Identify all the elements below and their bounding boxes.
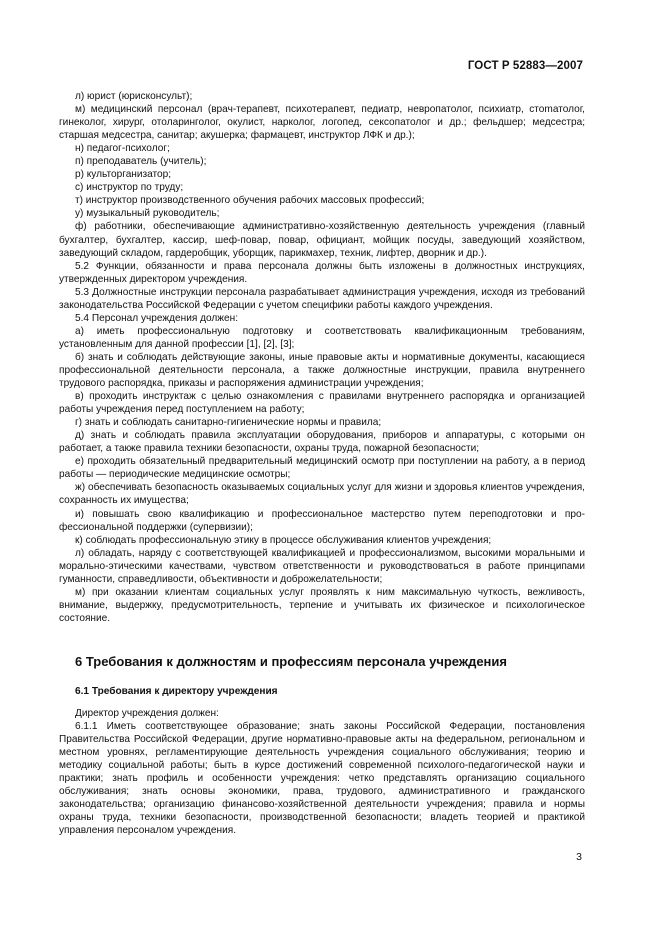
list-item: в) проходить инструктаж с целью ознакомления с правилами внутреннего распорядка и организацией работы учреждения перед поступлением на работу; (59, 391, 585, 416)
list-item: у) музыкальный руководитель; (75, 208, 220, 220)
list-item: а) иметь профессиональную подготовку и соответствовать квалификационным требованиям, установленным для данной профессии [1], [2], [3]; (59, 325, 585, 350)
list-item: к) соблюдать профессиональную этику в процессе обслуживания клиентов учреждения; (75, 534, 492, 546)
list-item: п) преподаватель (учитель); (75, 156, 207, 168)
paragraph: Директор учреждения должен: (75, 708, 219, 719)
list-item: г) знать и соблюдать санитарно-гигиенические нормы и правила; (75, 417, 382, 429)
clause-6-1-1: 6.1.1 Иметь соответствующее образование; знать законы Российской Федерации, постановления Правительства Российской Федерации, другие нормативно-правовые акты на федеральном, региональном и местном уровнях, регламентирующие деятельность учреждения социального обслуживания; теорию и методику социальной работы; быть в курсе достижений современной психолого-педагогической науки и практики; знать профиль и особенности учреждения: четко представлять организацию социального обслуживания; знать основы экономики, права, трудового, административного и гражданского законодательства; организацию финансово-хозяйственной деятельности учреждения; правила и нормы охраны труда, техники безопасности, производственной безопасности; владеть теорией и практикой управления персоналом учреждения. (59, 721, 585, 837)
list-item: р) культорганизатор; (75, 169, 172, 181)
subsection-6-1-title: 6.1 Требования к директору учреждения (75, 686, 278, 697)
list-item: и) повышать свою квалификацию и профессиональное мастерство путем переподготовки и профессиональной поддержки (супервизии); (59, 508, 585, 533)
list-item: т) инструктор производственного обучения рабочих массовых профессий; (75, 195, 425, 207)
list-item: м) при оказании клиентам социальных услуг проявлять к ним максимальную чуткость, вежливость, внимание, выдержку, предусмотрительность, терпение и учитывать их физическое и психологическое состояние. (59, 586, 585, 624)
section-6-body (59, 707, 585, 837)
list-item: с) инструктор по труду; (75, 182, 184, 194)
standard-number-header: ГОСТ Р 52883—2007 (467, 60, 583, 72)
list-item: л) обладать, наряду с соответствующей квалификацией и профессионализмом, высокими моральными и морально-этическими качествами, чувством ответственности и руководствоваться в работе принципами гуманности, справедливости, объективности и доброжелательности; (59, 547, 585, 585)
page-number: 3 (576, 851, 582, 863)
list-item: д) знать и соблюдать правила эксплуатации оборудования, приборов и аппаратуры, с которыми он работает, а также правила техники безопасности, охраны труда, пожарной безопасности; (59, 430, 585, 455)
list-item: ф) работники, обеспечивающие административно-хозяйственную деятельность учреждения (главный бухгалтер, бухгалтер, кассир, шеф-повар, повар, официант, мойщик посуды, заведующий хозяйством, заведующий складом, гардеробщик, уборщик, парикмахер, техник, лифтер, дворник и др.). (59, 221, 585, 259)
list-item: б) знать и соблюдать действующие законы, иные правовые акты и нормативные документы, касающиеся профессиональной деятельности персонала, а также должностные инструкции, правила внутреннего трудового распорядка, приказы и распоряжения администрации учреждения; (59, 351, 585, 390)
list-item: н) педагог-психолог; (75, 143, 170, 155)
body-text-block (59, 90, 585, 625)
list-item: м) медицинский персонал (врач-терапевт, психотерапевт, педиатр, невропатолог, психиатр, стоmатолог, гинеколог, хирург, отоларинголог, окулист, нарколог, логопед, сексопатолог и др.; фельдшер; медсестра; старшая медсестра, санитар; акушерка; фармацевт, инструктор ЛФК и др.); (59, 104, 585, 142)
section-6-title: 6 Требования к должностям и профессиям персонала учреждения (75, 654, 507, 669)
clause-5-3: 5.3 Должностные инструкции персонала разрабатывает администрация учреждения, исходя из требований законодательства Российской Федерации с учетом специфики работы каждого учреждения. (59, 286, 585, 311)
list-item: л) юрист (юрисконсульт); (75, 91, 193, 102)
list-item: ж) обеспечивать безопасность оказываемых социальных услуг для жизни и здоровья клиентов учреждения, сохранность их имущества; (59, 482, 585, 507)
clause-5-2: 5.2 Функции, обязанности и права персонала должны быть изложены в должностных инструкциях, утвержденных директором учреждения. (59, 260, 585, 285)
clause-5-4: 5.4 Персонал учреждения должен: (75, 312, 239, 324)
list-item: е) проходить обязательный предварительный медицинский осмотр при поступлении на работу, а в период работы — периодические медицинские осмотры; (59, 456, 585, 481)
